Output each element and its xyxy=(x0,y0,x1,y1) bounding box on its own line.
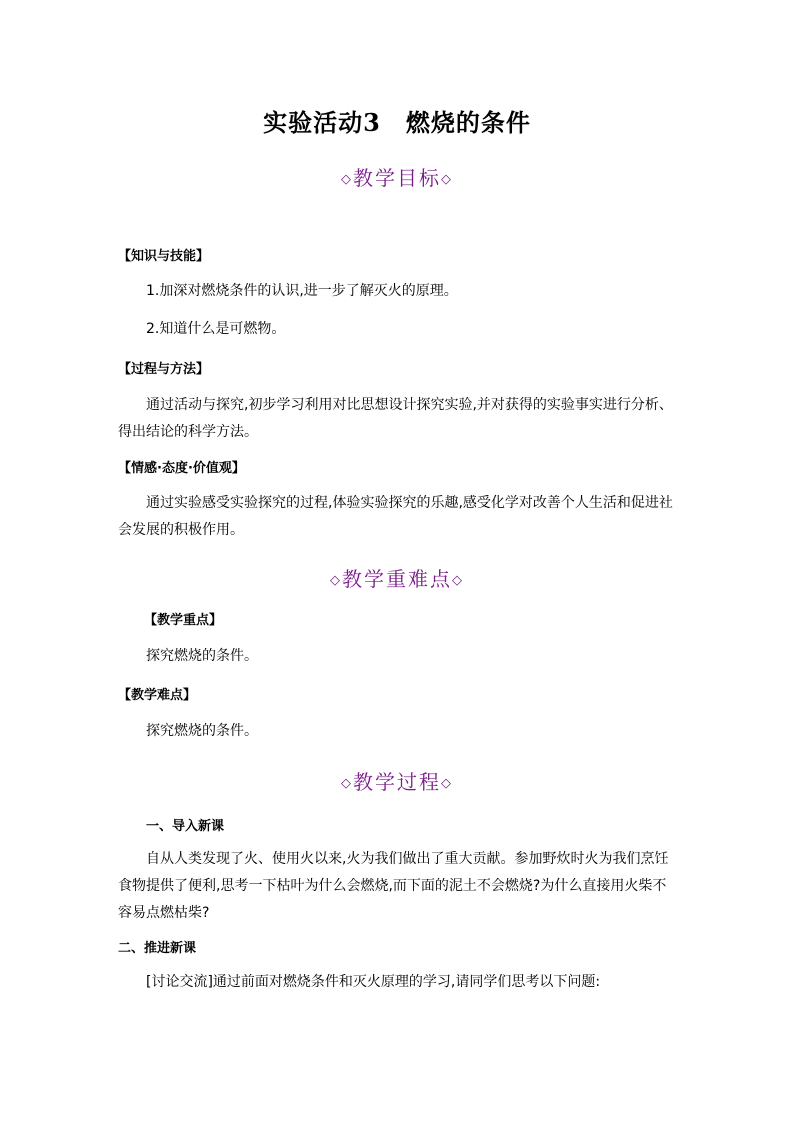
knowledge-label: 【知识与技能】 xyxy=(118,249,210,264)
diamond-icon: ◇ xyxy=(441,776,453,791)
diamond-icon: ◇ xyxy=(341,172,353,187)
intro-text: 自从人类发现了火、使用火以来,火为我们做出了重大贡献。参加野炊时火为我们烹饪食物提供了便利,思考一下枯叶为什么会燃烧,而下面的泥土不会燃烧?为什么直接用火柴不容易点燃枯柴? xyxy=(118,851,669,921)
knowledge-item-1: 1.加深对燃烧条件的认识,进一步了解灭火的原理。 xyxy=(146,283,458,299)
focus-label: 【教学重点】 xyxy=(144,613,223,628)
section-heading-key-points xyxy=(0,563,794,592)
diamond-icon: ◇ xyxy=(330,573,342,588)
section-heading-process-text: 教学过程 xyxy=(353,770,441,794)
diamond-icon: ◇ xyxy=(341,776,353,791)
difficulty-text: 探究燃烧的条件。 xyxy=(146,723,258,739)
emotion-text: 通过实验感受实验探究的过程,体验实验探究的乐趣,感受化学对改善个人生活和促进社会发展的积极作用。 xyxy=(118,495,673,538)
advance-text: [讨论交流]通过前面对燃烧条件和灭火原理的学习,请同学们思考以下问题: xyxy=(146,974,601,990)
section-heading-goals-text: 教学目标 xyxy=(353,166,441,190)
knowledge-item-2: 2.知道什么是可燃物。 xyxy=(146,321,286,337)
emotion-label: 【情感·态度·价值观】 xyxy=(118,461,245,476)
section-heading-goals xyxy=(0,162,794,191)
advance-label: 二、推进新课 xyxy=(118,941,197,956)
method-label: 【过程与方法】 xyxy=(118,362,210,377)
diamond-icon: ◇ xyxy=(441,172,453,187)
section-heading-process xyxy=(0,766,794,795)
section-heading-key-points-text: 教学重难点 xyxy=(342,567,452,591)
intro-label: 一、导入新课 xyxy=(146,819,225,834)
difficulty-label: 【教学难点】 xyxy=(118,688,197,703)
method-text: 通过活动与探究,初步学习利用对比思想设计探究实验,并对获得的实验事实进行分析、得出结论的科学方法。 xyxy=(118,397,673,440)
focus-text: 探究燃烧的条件。 xyxy=(146,648,258,664)
document-title: 实验活动3 燃烧的条件 xyxy=(263,108,531,137)
diamond-icon: ◇ xyxy=(452,573,464,588)
